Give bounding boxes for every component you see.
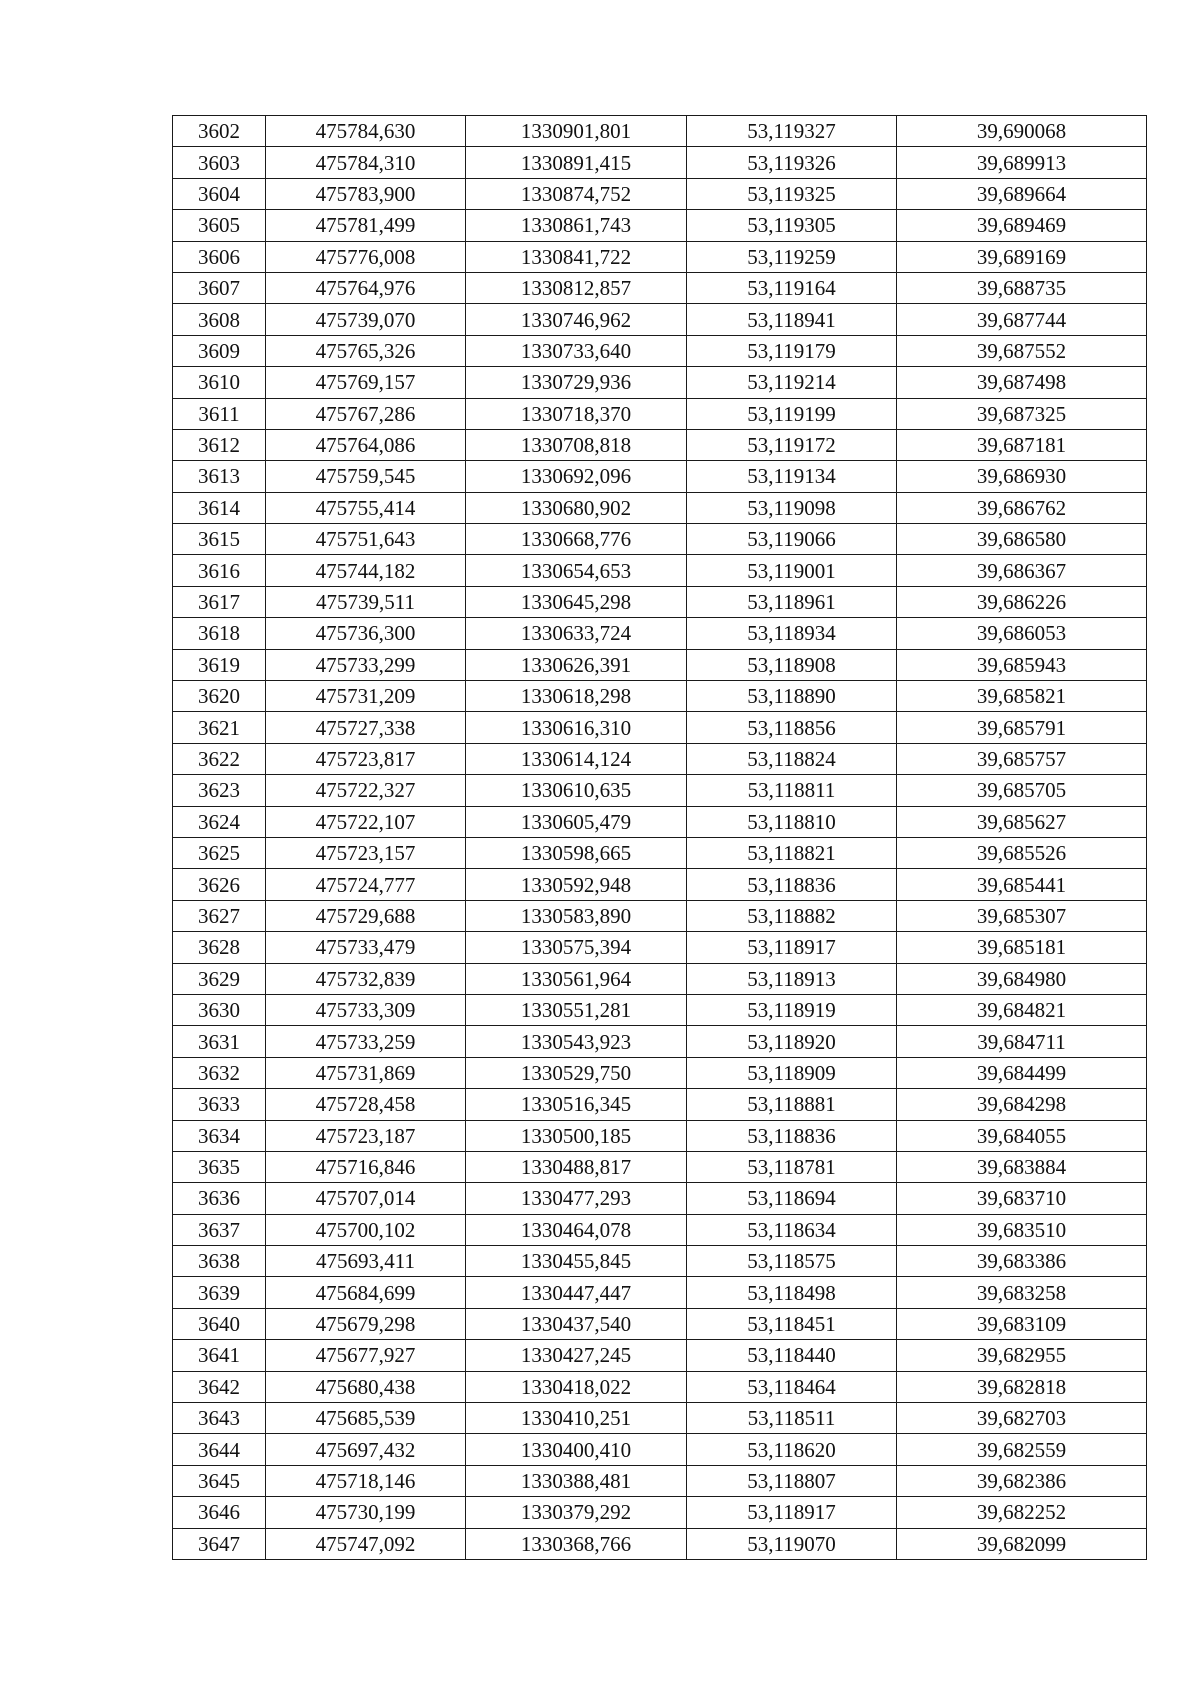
latitude-cell: 53,118821 [687, 837, 897, 868]
table-row [173, 304, 1147, 335]
y-coordinate-cell: 1330427,245 [466, 1340, 687, 1371]
y-coordinate-cell: 1330583,890 [466, 900, 687, 931]
point-number-cell: 3631 [173, 1026, 266, 1057]
longitude-cell: 39,687325 [897, 398, 1147, 429]
x-coordinate-cell: 475733,259 [266, 1026, 466, 1057]
latitude-cell: 53,118781 [687, 1151, 897, 1182]
longitude-cell: 39,686226 [897, 586, 1147, 617]
x-coordinate-cell: 475769,157 [266, 367, 466, 398]
latitude-cell: 53,118913 [687, 963, 897, 994]
y-coordinate-cell: 1330680,902 [466, 492, 687, 523]
point-number-cell: 3616 [173, 555, 266, 586]
latitude-cell: 53,118451 [687, 1308, 897, 1339]
y-coordinate-cell: 1330447,447 [466, 1277, 687, 1308]
table-row [173, 712, 1147, 743]
table-row [173, 775, 1147, 806]
x-coordinate-cell: 475751,643 [266, 524, 466, 555]
table-row [173, 994, 1147, 1025]
y-coordinate-cell: 1330410,251 [466, 1403, 687, 1434]
table-row [173, 1403, 1147, 1434]
x-coordinate-cell: 475722,107 [266, 806, 466, 837]
table-row [173, 618, 1147, 649]
y-coordinate-cell: 1330418,022 [466, 1371, 687, 1402]
point-number-cell: 3645 [173, 1465, 266, 1496]
x-coordinate-cell: 475723,157 [266, 837, 466, 868]
longitude-cell: 39,685705 [897, 775, 1147, 806]
point-number-cell: 3639 [173, 1277, 266, 1308]
table-row [173, 461, 1147, 492]
table-row [173, 1246, 1147, 1277]
table-row [173, 932, 1147, 963]
latitude-cell: 53,118961 [687, 586, 897, 617]
latitude-cell: 53,118810 [687, 806, 897, 837]
x-coordinate-cell: 475723,817 [266, 743, 466, 774]
longitude-cell: 39,689169 [897, 241, 1147, 272]
latitude-cell: 53,118919 [687, 994, 897, 1025]
table-row [173, 178, 1147, 209]
longitude-cell: 39,684980 [897, 963, 1147, 994]
longitude-cell: 39,687744 [897, 304, 1147, 335]
table-row [173, 398, 1147, 429]
table-row [173, 1465, 1147, 1496]
table-row [173, 837, 1147, 868]
point-number-cell: 3621 [173, 712, 266, 743]
x-coordinate-cell: 475732,839 [266, 963, 466, 994]
longitude-cell: 39,685757 [897, 743, 1147, 774]
longitude-cell: 39,685791 [897, 712, 1147, 743]
x-coordinate-cell: 475733,299 [266, 649, 466, 680]
table-row [173, 1183, 1147, 1214]
longitude-cell: 39,687181 [897, 429, 1147, 460]
x-coordinate-cell: 475728,458 [266, 1089, 466, 1120]
table-row [173, 1089, 1147, 1120]
table-row [173, 492, 1147, 523]
x-coordinate-cell: 475733,309 [266, 994, 466, 1025]
latitude-cell: 53,118575 [687, 1246, 897, 1277]
x-coordinate-cell: 475784,310 [266, 147, 466, 178]
latitude-cell: 53,119164 [687, 272, 897, 303]
longitude-cell: 39,682252 [897, 1497, 1147, 1528]
y-coordinate-cell: 1330812,857 [466, 272, 687, 303]
point-number-cell: 3643 [173, 1403, 266, 1434]
y-coordinate-cell: 1330618,298 [466, 681, 687, 712]
x-coordinate-cell: 475759,545 [266, 461, 466, 492]
x-coordinate-cell: 475724,777 [266, 869, 466, 900]
point-number-cell: 3634 [173, 1120, 266, 1151]
latitude-cell: 53,119199 [687, 398, 897, 429]
point-number-cell: 3628 [173, 932, 266, 963]
latitude-cell: 53,118881 [687, 1089, 897, 1120]
y-coordinate-cell: 1330614,124 [466, 743, 687, 774]
y-coordinate-cell: 1330874,752 [466, 178, 687, 209]
longitude-cell: 39,683109 [897, 1308, 1147, 1339]
latitude-cell: 53,119172 [687, 429, 897, 460]
y-coordinate-cell: 1330733,640 [466, 335, 687, 366]
longitude-cell: 39,685181 [897, 932, 1147, 963]
x-coordinate-cell: 475755,414 [266, 492, 466, 523]
longitude-cell: 39,684298 [897, 1089, 1147, 1120]
point-number-cell: 3613 [173, 461, 266, 492]
x-coordinate-cell: 475700,102 [266, 1214, 466, 1245]
y-coordinate-cell: 1330708,818 [466, 429, 687, 460]
latitude-cell: 53,118836 [687, 869, 897, 900]
latitude-cell: 53,118908 [687, 649, 897, 680]
x-coordinate-cell: 475707,014 [266, 1183, 466, 1214]
longitude-cell: 39,682818 [897, 1371, 1147, 1402]
point-number-cell: 3615 [173, 524, 266, 555]
longitude-cell: 39,685526 [897, 837, 1147, 868]
x-coordinate-cell: 475677,927 [266, 1340, 466, 1371]
longitude-cell: 39,684055 [897, 1120, 1147, 1151]
table-row [173, 524, 1147, 555]
x-coordinate-cell: 475744,182 [266, 555, 466, 586]
longitude-cell: 39,682099 [897, 1528, 1147, 1559]
latitude-cell: 53,118440 [687, 1340, 897, 1371]
latitude-cell: 53,118811 [687, 775, 897, 806]
longitude-cell: 39,689469 [897, 210, 1147, 241]
y-coordinate-cell: 1330551,281 [466, 994, 687, 1025]
longitude-cell: 39,686580 [897, 524, 1147, 555]
table-row [173, 1151, 1147, 1182]
longitude-cell: 39,683258 [897, 1277, 1147, 1308]
latitude-cell: 53,118620 [687, 1434, 897, 1465]
y-coordinate-cell: 1330477,293 [466, 1183, 687, 1214]
latitude-cell: 53,118890 [687, 681, 897, 712]
table-row [173, 1371, 1147, 1402]
point-number-cell: 3620 [173, 681, 266, 712]
longitude-cell: 39,685441 [897, 869, 1147, 900]
latitude-cell: 53,118920 [687, 1026, 897, 1057]
x-coordinate-cell: 475729,688 [266, 900, 466, 931]
longitude-cell: 39,682955 [897, 1340, 1147, 1371]
point-number-cell: 3641 [173, 1340, 266, 1371]
point-number-cell: 3610 [173, 367, 266, 398]
latitude-cell: 53,119326 [687, 147, 897, 178]
latitude-cell: 53,118511 [687, 1403, 897, 1434]
y-coordinate-cell: 1330575,394 [466, 932, 687, 963]
latitude-cell: 53,118836 [687, 1120, 897, 1151]
point-number-cell: 3602 [173, 116, 266, 147]
table-row [173, 272, 1147, 303]
longitude-cell: 39,683710 [897, 1183, 1147, 1214]
point-number-cell: 3633 [173, 1089, 266, 1120]
x-coordinate-cell: 475783,900 [266, 178, 466, 209]
x-coordinate-cell: 475697,432 [266, 1434, 466, 1465]
latitude-cell: 53,118917 [687, 932, 897, 963]
point-number-cell: 3609 [173, 335, 266, 366]
point-number-cell: 3632 [173, 1057, 266, 1088]
y-coordinate-cell: 1330861,743 [466, 210, 687, 241]
y-coordinate-cell: 1330529,750 [466, 1057, 687, 1088]
table-row [173, 367, 1147, 398]
x-coordinate-cell: 475716,846 [266, 1151, 466, 1182]
point-number-cell: 3618 [173, 618, 266, 649]
y-coordinate-cell: 1330654,653 [466, 555, 687, 586]
x-coordinate-cell: 475680,438 [266, 1371, 466, 1402]
table-row [173, 1214, 1147, 1245]
point-number-cell: 3622 [173, 743, 266, 774]
point-number-cell: 3647 [173, 1528, 266, 1559]
latitude-cell: 53,118856 [687, 712, 897, 743]
y-coordinate-cell: 1330626,391 [466, 649, 687, 680]
longitude-cell: 39,689913 [897, 147, 1147, 178]
point-number-cell: 3629 [173, 963, 266, 994]
latitude-cell: 53,118498 [687, 1277, 897, 1308]
y-coordinate-cell: 1330746,962 [466, 304, 687, 335]
table-row [173, 1434, 1147, 1465]
point-number-cell: 3606 [173, 241, 266, 272]
y-coordinate-cell: 1330891,415 [466, 147, 687, 178]
point-number-cell: 3625 [173, 837, 266, 868]
table-row [173, 1308, 1147, 1339]
table-row [173, 743, 1147, 774]
coordinates-table-body [173, 116, 1147, 1560]
point-number-cell: 3640 [173, 1308, 266, 1339]
y-coordinate-cell: 1330379,292 [466, 1497, 687, 1528]
table-row [173, 1340, 1147, 1371]
y-coordinate-cell: 1330400,410 [466, 1434, 687, 1465]
x-coordinate-cell: 475733,479 [266, 932, 466, 963]
y-coordinate-cell: 1330368,766 [466, 1528, 687, 1559]
x-coordinate-cell: 475736,300 [266, 618, 466, 649]
longitude-cell: 39,684821 [897, 994, 1147, 1025]
x-coordinate-cell: 475730,199 [266, 1497, 466, 1528]
y-coordinate-cell: 1330488,817 [466, 1151, 687, 1182]
table-row [173, 147, 1147, 178]
longitude-cell: 39,687552 [897, 335, 1147, 366]
table-row [173, 1026, 1147, 1057]
x-coordinate-cell: 475747,092 [266, 1528, 466, 1559]
longitude-cell: 39,690068 [897, 116, 1147, 147]
table-row [173, 116, 1147, 147]
y-coordinate-cell: 1330616,310 [466, 712, 687, 743]
x-coordinate-cell: 475722,327 [266, 775, 466, 806]
y-coordinate-cell: 1330437,540 [466, 1308, 687, 1339]
point-number-cell: 3644 [173, 1434, 266, 1465]
longitude-cell: 39,684711 [897, 1026, 1147, 1057]
point-number-cell: 3611 [173, 398, 266, 429]
x-coordinate-cell: 475739,070 [266, 304, 466, 335]
longitude-cell: 39,685943 [897, 649, 1147, 680]
y-coordinate-cell: 1330633,724 [466, 618, 687, 649]
latitude-cell: 53,119259 [687, 241, 897, 272]
y-coordinate-cell: 1330388,481 [466, 1465, 687, 1496]
longitude-cell: 39,686762 [897, 492, 1147, 523]
x-coordinate-cell: 475731,209 [266, 681, 466, 712]
latitude-cell: 53,119098 [687, 492, 897, 523]
y-coordinate-cell: 1330841,722 [466, 241, 687, 272]
point-number-cell: 3617 [173, 586, 266, 617]
y-coordinate-cell: 1330610,635 [466, 775, 687, 806]
table-row [173, 1057, 1147, 1088]
table-row [173, 1277, 1147, 1308]
longitude-cell: 39,683884 [897, 1151, 1147, 1182]
y-coordinate-cell: 1330605,479 [466, 806, 687, 837]
latitude-cell: 53,118694 [687, 1183, 897, 1214]
x-coordinate-cell: 475718,146 [266, 1465, 466, 1496]
x-coordinate-cell: 475764,086 [266, 429, 466, 460]
longitude-cell: 39,685821 [897, 681, 1147, 712]
table-row [173, 1528, 1147, 1559]
x-coordinate-cell: 475685,539 [266, 1403, 466, 1434]
x-coordinate-cell: 475679,298 [266, 1308, 466, 1339]
latitude-cell: 53,118882 [687, 900, 897, 931]
x-coordinate-cell: 475765,326 [266, 335, 466, 366]
y-coordinate-cell: 1330500,185 [466, 1120, 687, 1151]
point-number-cell: 3605 [173, 210, 266, 241]
y-coordinate-cell: 1330645,298 [466, 586, 687, 617]
point-number-cell: 3637 [173, 1214, 266, 1245]
latitude-cell: 53,118634 [687, 1214, 897, 1245]
y-coordinate-cell: 1330692,096 [466, 461, 687, 492]
point-number-cell: 3608 [173, 304, 266, 335]
latitude-cell: 53,119327 [687, 116, 897, 147]
longitude-cell: 39,683510 [897, 1214, 1147, 1245]
table-row [173, 1497, 1147, 1528]
point-number-cell: 3635 [173, 1151, 266, 1182]
longitude-cell: 39,684499 [897, 1057, 1147, 1088]
longitude-cell: 39,686367 [897, 555, 1147, 586]
coordinates-table [172, 115, 1147, 1560]
latitude-cell: 53,119214 [687, 367, 897, 398]
table-row [173, 806, 1147, 837]
y-coordinate-cell: 1330729,936 [466, 367, 687, 398]
table-row [173, 649, 1147, 680]
longitude-cell: 39,686053 [897, 618, 1147, 649]
x-coordinate-cell: 475767,286 [266, 398, 466, 429]
table-row [173, 335, 1147, 366]
y-coordinate-cell: 1330718,370 [466, 398, 687, 429]
y-coordinate-cell: 1330561,964 [466, 963, 687, 994]
x-coordinate-cell: 475723,187 [266, 1120, 466, 1151]
latitude-cell: 53,118909 [687, 1057, 897, 1088]
latitude-cell: 53,119001 [687, 555, 897, 586]
point-number-cell: 3646 [173, 1497, 266, 1528]
longitude-cell: 39,685627 [897, 806, 1147, 837]
latitude-cell: 53,118941 [687, 304, 897, 335]
longitude-cell: 39,683386 [897, 1246, 1147, 1277]
latitude-cell: 53,118917 [687, 1497, 897, 1528]
point-number-cell: 3604 [173, 178, 266, 209]
y-coordinate-cell: 1330543,923 [466, 1026, 687, 1057]
x-coordinate-cell: 475739,511 [266, 586, 466, 617]
point-number-cell: 3626 [173, 869, 266, 900]
table-row [173, 210, 1147, 241]
point-number-cell: 3614 [173, 492, 266, 523]
table-row [173, 429, 1147, 460]
y-coordinate-cell: 1330668,776 [466, 524, 687, 555]
point-number-cell: 3642 [173, 1371, 266, 1402]
point-number-cell: 3636 [173, 1183, 266, 1214]
x-coordinate-cell: 475784,630 [266, 116, 466, 147]
point-number-cell: 3638 [173, 1246, 266, 1277]
latitude-cell: 53,119179 [687, 335, 897, 366]
x-coordinate-cell: 475731,869 [266, 1057, 466, 1088]
point-number-cell: 3607 [173, 272, 266, 303]
table-row [173, 681, 1147, 712]
x-coordinate-cell: 475684,699 [266, 1277, 466, 1308]
table-row [173, 586, 1147, 617]
point-number-cell: 3623 [173, 775, 266, 806]
x-coordinate-cell: 475781,499 [266, 210, 466, 241]
point-number-cell: 3603 [173, 147, 266, 178]
longitude-cell: 39,688735 [897, 272, 1147, 303]
table-row [173, 555, 1147, 586]
table-row [173, 900, 1147, 931]
y-coordinate-cell: 1330464,078 [466, 1214, 687, 1245]
y-coordinate-cell: 1330592,948 [466, 869, 687, 900]
table-row [173, 869, 1147, 900]
longitude-cell: 39,685307 [897, 900, 1147, 931]
longitude-cell: 39,689664 [897, 178, 1147, 209]
y-coordinate-cell: 1330455,845 [466, 1246, 687, 1277]
latitude-cell: 53,118824 [687, 743, 897, 774]
latitude-cell: 53,118464 [687, 1371, 897, 1402]
point-number-cell: 3627 [173, 900, 266, 931]
x-coordinate-cell: 475693,411 [266, 1246, 466, 1277]
latitude-cell: 53,119325 [687, 178, 897, 209]
latitude-cell: 53,119070 [687, 1528, 897, 1559]
table-row [173, 241, 1147, 272]
table-row [173, 1120, 1147, 1151]
latitude-cell: 53,119305 [687, 210, 897, 241]
longitude-cell: 39,687498 [897, 367, 1147, 398]
latitude-cell: 53,118807 [687, 1465, 897, 1496]
point-number-cell: 3612 [173, 429, 266, 460]
table-row [173, 963, 1147, 994]
longitude-cell: 39,682703 [897, 1403, 1147, 1434]
latitude-cell: 53,119066 [687, 524, 897, 555]
latitude-cell: 53,119134 [687, 461, 897, 492]
x-coordinate-cell: 475727,338 [266, 712, 466, 743]
point-number-cell: 3624 [173, 806, 266, 837]
x-coordinate-cell: 475764,976 [266, 272, 466, 303]
longitude-cell: 39,682386 [897, 1465, 1147, 1496]
longitude-cell: 39,686930 [897, 461, 1147, 492]
y-coordinate-cell: 1330901,801 [466, 116, 687, 147]
y-coordinate-cell: 1330598,665 [466, 837, 687, 868]
y-coordinate-cell: 1330516,345 [466, 1089, 687, 1120]
point-number-cell: 3630 [173, 994, 266, 1025]
point-number-cell: 3619 [173, 649, 266, 680]
latitude-cell: 53,118934 [687, 618, 897, 649]
x-coordinate-cell: 475776,008 [266, 241, 466, 272]
longitude-cell: 39,682559 [897, 1434, 1147, 1465]
